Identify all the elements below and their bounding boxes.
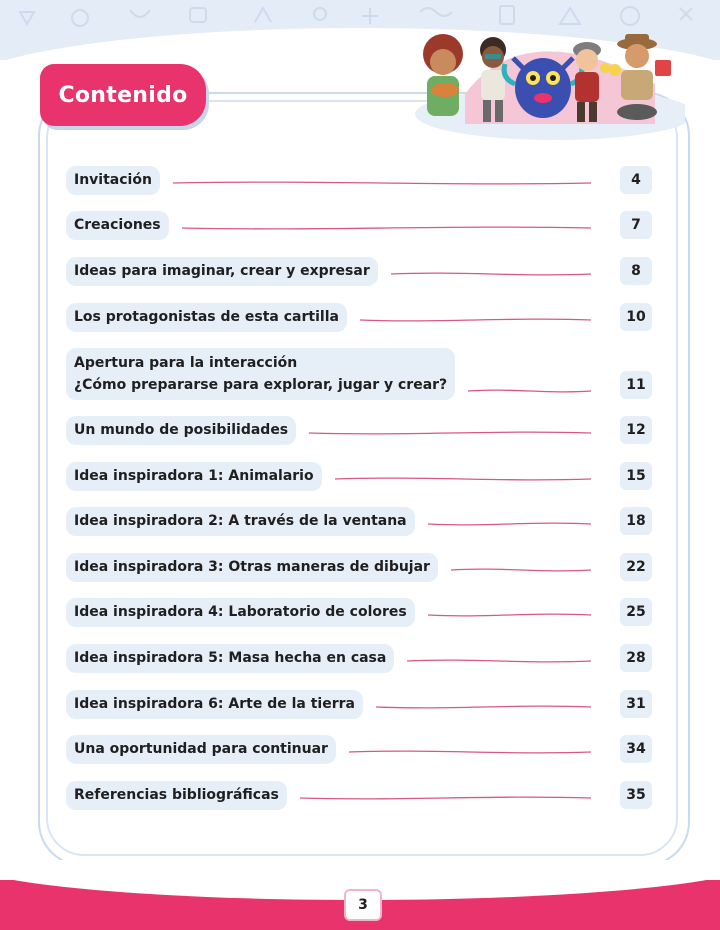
page-title: Contenido [58,82,188,108]
toc-row[interactable] [66,507,652,536]
toc-entry-label: Idea inspiradora 2: A través de la ventana [66,507,415,536]
toc-entry-label: Invitación [66,166,160,195]
toc-leader-line [450,566,592,574]
toc-leader-line [308,429,592,437]
toc-row[interactable] [66,166,652,195]
girl-character [423,34,463,116]
toc-leader-line [172,179,592,187]
toc-entry-label: Una oportunidad para continuar [66,735,336,764]
toc-row[interactable] [66,644,652,673]
toc-entry-page: 8 [620,257,652,285]
toc-entry-page: 25 [620,598,652,626]
toc-leader-line [299,794,592,802]
title-badge [40,64,206,126]
toc-leader-line [181,224,592,232]
toc-leader-line [348,748,592,756]
toc-leader-line [359,316,592,324]
toc-leader-line [390,270,592,278]
toc-row[interactable] [66,257,652,286]
toc-entry-label: Los protagonistas de esta cartilla [66,303,347,332]
toc-leader-line [375,703,592,711]
toc-entry-label: Idea inspiradora 5: Masa hecha en casa [66,644,394,673]
toc-entry-page: 12 [620,416,652,444]
toc-entry-page: 4 [620,166,652,194]
toc-entry-page: 35 [620,781,652,809]
toc-leader-line [406,657,592,665]
toc-entry-label: Idea inspiradora 3: Otras maneras de dibujar [66,553,438,582]
toc-entry-page: 10 [620,303,652,331]
toc-leader-line [427,611,592,619]
toc-entry-label: Referencias bibliográficas [66,781,287,810]
toc-row[interactable] [66,348,652,400]
toc-entry-page: 22 [620,553,652,581]
characters-illustration [405,24,685,140]
toc-entry-label: Apertura para la interacción ¿Cómo prepararse para explorar, jugar y crear? [66,348,455,400]
toc-entry-page: 11 [620,371,652,399]
toc-entry-label: Idea inspiradora 6: Arte de la tierra [66,690,363,719]
toc-entry-page: 18 [620,507,652,535]
toc-entry-page: 15 [620,462,652,490]
toc-row[interactable] [66,781,652,810]
toc-row[interactable] [66,553,652,582]
toc-entry-page: 31 [620,690,652,718]
toc-entry-label: Ideas para imaginar, crear y expresar [66,257,378,286]
toc-entry-page: 34 [620,735,652,763]
toc-leader-line [334,475,592,483]
toc-row[interactable] [66,598,652,627]
toc-leader-line [427,520,592,528]
toc-row[interactable] [66,303,652,332]
toc-entry-page: 7 [620,211,652,239]
toc-entry-label: Idea inspiradora 4: Laboratorio de colores [66,598,415,627]
toc-entry-page: 28 [620,644,652,672]
toc-row[interactable] [66,462,652,491]
toc-leader-line [467,387,592,395]
toc-entry-label: Un mundo de posibilidades [66,416,296,445]
toc-entry-label: Creaciones [66,211,169,240]
toc-row[interactable] [66,211,652,240]
toc-row[interactable] [66,416,652,445]
toc-entry-label: Idea inspiradora 1: Animalario [66,462,322,491]
toc-row[interactable] [66,735,652,764]
page-number: 3 [344,889,382,921]
toc-row[interactable] [66,690,652,719]
